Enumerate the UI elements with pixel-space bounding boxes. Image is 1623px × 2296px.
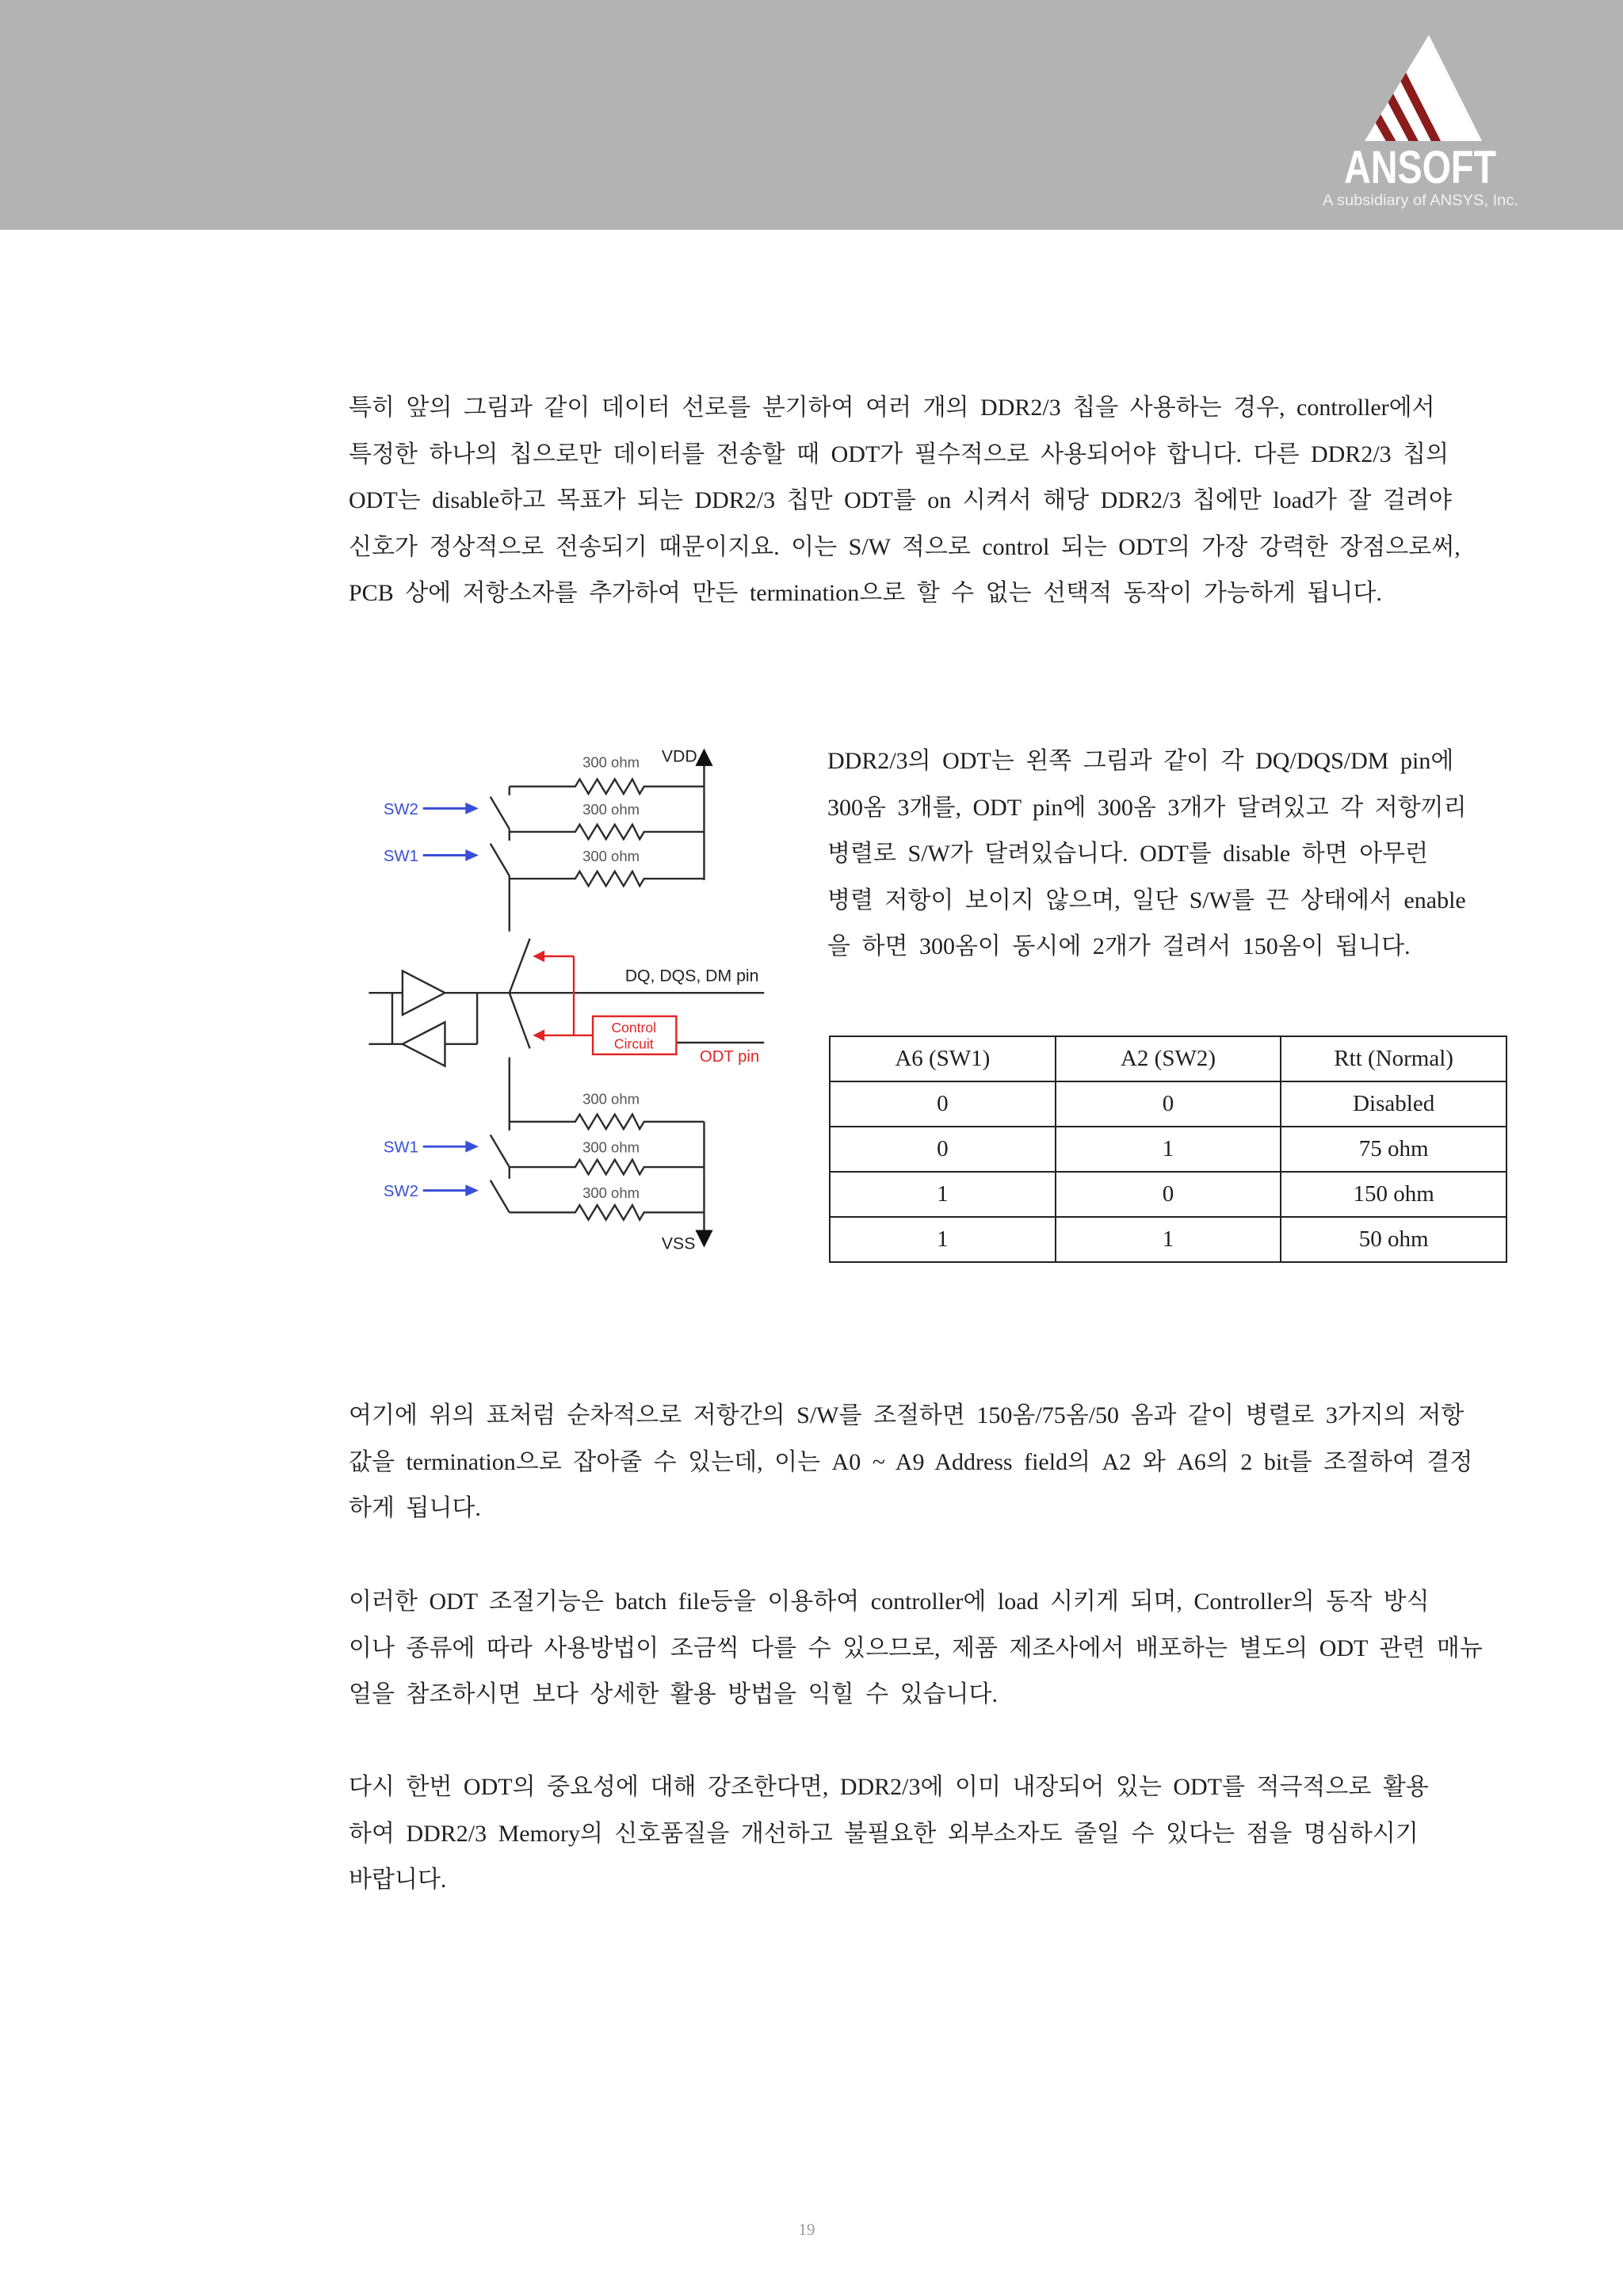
top-switch-sw2-blade [491,797,510,830]
text-line: 병렬 저항이 보이지 않으며, 일단 S/W를 끈 상태에서 enable [827,887,1466,913]
odt-pin-label: ODT pin [699,1048,760,1066]
output-buffer-icon [403,1022,445,1066]
table-row [830,1127,1507,1172]
text-line: 신호가 정상적으로 전송되기 때문이지요. 이는 S/W 적으로 control 되는 ODT의 가장 강력한 장점으로써, [349,533,1461,560]
table-cell: 1 [830,1217,1056,1262]
figure-description [827,738,1467,971]
text-line: 바랍니다. [349,1867,447,1894]
vss-label: VSS [661,1234,696,1253]
text-line: 특히 앞의 그림과 같이 데이터 선로를 분기하여 여러 개의 DDR2/3 칩을 사용하는 경우, controller에서 [349,395,1435,421]
resistor-bottom-1 [510,1115,705,1129]
resistor-bottom-2 [510,1160,705,1174]
header-band [0,0,1623,230]
resistor-top-2 [510,825,705,839]
circuit-label: Circuit [613,1035,654,1052]
switch-label: SW2 [383,800,418,818]
control-arrow-icon [533,1029,544,1041]
table-cell: 0 [1056,1081,1281,1127]
vdd-arrow-icon [695,749,712,766]
text-line: 을 하면 300옴이 동시에 2개가 걸려서 150옴이 됩니다. [827,933,1411,960]
table-row [830,1172,1507,1217]
resistor-label: 300 ohm [582,753,640,771]
text-line: 여기에 위의 표처럼 순차적으로 저항간의 S/W를 조절하면 150옴/75옴/50 옴과 같이 병렬로 3가지의 저항 [349,1402,1465,1428]
sw-arrow-icon [465,1184,479,1196]
resistor-bottom-3 [510,1205,705,1219]
text-line: 특정한 하나의 칩으로만 데이터를 전송할 때 ODT가 필수적으로 사용되어야 합니다. 다른 DDR2/3 칩의 [349,441,1449,467]
table-cell: 1 [1056,1217,1281,1262]
vss-arrow-icon [695,1230,712,1247]
resistor-top-1 [510,779,705,793]
lower-odt-switch-blade [510,993,530,1048]
text-line: PCB 상에 저항소자를 추가하여 만든 termination으로 할 수 없는 선택적 동작이 가능하게 됩니다. [349,580,1382,607]
text-line: 하게 됩니다. [349,1495,481,1522]
text-line: 이나 종류에 따라 사용방법이 조금씩 다를 수 있으므로, 제품 제조사에서 배포하는 별도의 ODT 관련 매뉴 [349,1634,1483,1661]
bottom-switch-sw2-blade [491,1180,510,1213]
bottom-switch-sw1-blade [491,1135,510,1167]
control-label: Control [611,1020,657,1036]
sw-arrow-icon [465,849,479,861]
resistor-label: 300 ohm [582,1138,640,1156]
text-line: ODT는 disable하고 목표가 되는 DDR2/3 칩만 ODT를 on 시켜서 해당 DDR2/3 칩에만 load가 잘 걸려야 [349,487,1452,514]
table-header-cell: A6 (SW1) [830,1036,1056,1081]
text-line: DDR2/3의 ODT는 왼쪽 그림과 같이 각 DQ/DQS/DM pin에 [827,748,1454,774]
top-switch-sw1-blade [491,844,510,876]
odt-schematic-diagram [363,732,776,1267]
switch-label: SW2 [383,1182,418,1200]
page-number: 19 [798,2220,815,2239]
table-header-cell: A2 (SW2) [1056,1036,1281,1081]
intro-paragraph [349,385,1461,617]
odt-settings-table [829,1035,1507,1263]
text-line: 병렬로 S/W가 달려있습니다. ODT를 disable 하면 아무런 [827,841,1429,868]
text-line: 하여 DDR2/3 Memory의 신호품질을 개선하고 불필요한 외부소자도 줄일 수 있다는 점을 명심하시기 [349,1820,1419,1847]
control-paragraph [349,1579,1483,1718]
text-line: 얼을 참조하시면 보다 상세한 활용 방법을 익힐 수 있습니다. [349,1681,999,1708]
logo-tagline: A subsidiary of ANSYS, Inc. [1323,193,1518,209]
table-cell: 1 [1056,1127,1281,1172]
ansoft-logo [0,0,1623,230]
table-cell: 50 ohm [1281,1217,1507,1262]
usage-paragraph [349,1393,1472,1532]
control-arrow-icon [533,951,544,963]
sw-arrow-icon [465,803,479,814]
table-cell: 150 ohm [1281,1172,1507,1217]
logo-name: ANSOFT [1344,142,1496,193]
vdd-label: VDD [661,746,697,766]
input-buffer-icon [403,971,445,1014]
text-line: 값을 termination으로 잡아줄 수 있는데, 이는 A0 ~ A9 Address field의 A2 와 A6의 2 bit를 조절하여 결정 [349,1448,1473,1475]
table-cell: 1 [830,1172,1056,1217]
switch-label: SW1 [383,1138,418,1157]
resistor-label: 300 ohm [582,1090,640,1108]
resistor-label: 300 ohm [582,800,640,818]
table-cell: 0 [830,1127,1056,1172]
resistor-label: 300 ohm [582,847,640,864]
text-line: 이러한 ODT 조절기능은 batch file등을 이용하여 controller에 load 시키게 되며, Controller의 동작 방식 [349,1589,1430,1615]
upper-odt-switch-blade [510,939,530,993]
sw-arrow-icon [465,1141,479,1153]
table-cell: Disabled [1281,1081,1507,1127]
switch-label: SW1 [383,847,418,865]
resistor-label: 300 ohm [582,1184,640,1201]
table-cell: 0 [1056,1172,1281,1217]
table-cell: 0 [830,1081,1056,1127]
dq-pin-label: DQ, DQS, DM pin [624,966,759,986]
closing-paragraph [349,1764,1429,1904]
table-row [830,1081,1507,1127]
table-row [830,1217,1507,1262]
text-line: 300옴 3개를, ODT pin에 300옴 3개가 달려있고 각 저항끼리 [827,794,1467,821]
table-header-row [830,1036,1507,1081]
text-line: 다시 한번 ODT의 중요성에 대해 강조한다면, DDR2/3에 이미 내장되어 있는 ODT를 적극적으로 활용 [349,1774,1429,1800]
table-header-cell: Rtt (Normal) [1281,1036,1507,1081]
resistor-top-3 [510,871,705,886]
table-cell: 75 ohm [1281,1127,1507,1172]
